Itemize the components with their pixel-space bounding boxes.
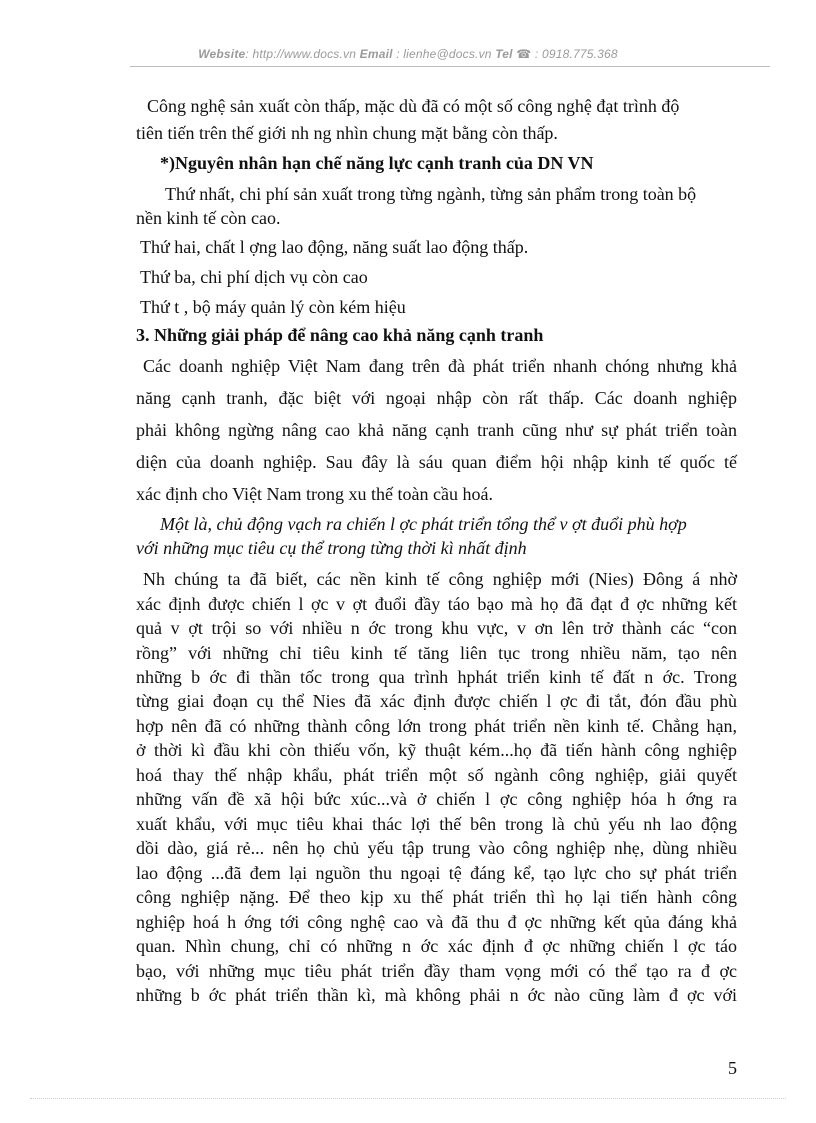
italic-point-line: với những mục tiêu cụ thể trong từng thời kì nhất định — [136, 538, 527, 558]
body-line: diện của doanh nghiệp. Sau đây là sáu quan điểm hội nhập kinh tế quốc tế — [136, 452, 737, 472]
body-line: xác định cho Việt Nam trong xu thế toàn cầu hoá. — [136, 484, 493, 504]
body-line: từng giai đoạn cụ thể Nies đã xác định được chiến l ợc đi tắt, đón đầu phù — [136, 691, 737, 711]
body-line: Các doanh nghiệp Việt Nam đang trên đà phát triển nhanh chóng nhưng khả — [143, 356, 737, 376]
section-heading: 3. Những giải pháp để nâng cao khả năng cạnh tranh — [136, 325, 544, 345]
email-value: : lienhe@docs.vn — [392, 47, 496, 61]
body-line: những b ớc đi thần tốc trong qua trình hphát triển kinh tế đất n ớc. Trong — [136, 667, 737, 687]
website-value: : http://www.docs.vn — [245, 47, 360, 61]
body-line: Công nghệ sản xuất còn thấp, mặc dù đã có một số công nghệ đạt trình độ — [147, 96, 680, 116]
website-label: Website — [198, 47, 246, 61]
italic-point-line: Một là, chủ động vạch ra chiến l ợc phát triển tổng thể v ợt đuổi phù hợp — [160, 514, 687, 534]
email-label: Email — [359, 47, 393, 61]
body-line: xuất khẩu, với mục tiêu khai thác lợi thế bên trong là chủ yếu nh lao động — [136, 814, 737, 834]
body-line: hoá thay thế nhập khẩu, phát triển một số ngành công nghiệp, giải quyết — [136, 765, 737, 785]
body-line: rồng” với những chỉ tiêu kinh tế tăng liên tục trong nhiều năm, tạo nên — [136, 643, 737, 663]
body-line: bạo, với những mục tiêu phát triển đầy tham vọng mới có thể tạo ra đ ợc — [136, 961, 737, 981]
body-line: công nghiệp nặng. Để theo kịp xu thế phát triển thì họ lại tiến hành công — [136, 887, 737, 907]
body-line: hợp nên đã có những thành công lớn trong phát triển nền kinh tế. Chẳng hạn, — [136, 716, 737, 736]
body-line: Thứ t , bộ máy quản lý còn kém hiệu — [140, 297, 406, 317]
body-line: xác định được chiến l ợc v ợt đuổi đầy táo bạo mà họ đã đạt đ ợc những kết — [136, 594, 737, 614]
body-line: Thứ nhất, chi phí sản xuất trong từng ngành, từng sản phẩm trong toàn bộ — [165, 184, 697, 204]
page-number: 5 — [728, 1058, 737, 1078]
subheading-causes: *)Nguyên nhân hạn chế năng lực cạnh tranh của DN VN — [160, 153, 594, 173]
body-line: lao động ...đã đem lại nguồn thu ngoại tệ đáng kể, tạo lực cho sự phát triển — [136, 863, 737, 883]
body-line: những b ớc phát triển thần kì, mà không phải n ớc nào cũng làm đ ợc với — [136, 985, 737, 1005]
body-line: nghiệp hoá h ớng tới công nghệ cao và đã thu đ ợc những kết qủa đáng khả — [136, 912, 737, 932]
body-line: ở thời kì đầu khi còn thiếu vốn, kỹ thuật kém...họ đã tiến hành công nghiệp — [136, 740, 737, 760]
body-line: tiên tiến trên thế giới nh ng nhìn chung mặt bằng còn thấp. — [136, 123, 558, 143]
body-line: quả v ợt trội so với nhiều n ớc trong khu vực, v ơn lên trở thành các “con — [136, 618, 737, 638]
header-divider — [130, 66, 770, 67]
tel-label: Tel ☎ — [495, 47, 532, 61]
body-line: Nh chúng ta đã biết, các nền kinh tế công nghiệp mới (Nies) Đông á nhờ — [143, 569, 737, 589]
body-line: dồi dào, giá rẻ... nên họ chủ yếu tập trung vào công nghiệp nhẹ, dùng nhiều — [136, 838, 737, 858]
body-line: năng cạnh tranh, đặc biệt với ngoại nhập còn rất thấp. Các doanh nghiệp — [136, 388, 737, 408]
body-line: những vấn đề xã hội bức xúc...và ở chiến l ợc công nghiệp hóa h ớng ra — [136, 789, 737, 809]
footer-divider — [30, 1098, 786, 1099]
body-line: Thứ ba, chi phí dịch vụ còn cao — [140, 267, 368, 287]
body-line: nền kinh tế còn cao. — [136, 208, 281, 228]
tel-value: : 0918.775.368 — [531, 47, 618, 61]
page-header — [0, 47, 816, 61]
body-line: quan. Nhìn chung, chỉ có những n ớc xác định đ ợc những chiến l ợc táo — [136, 936, 737, 956]
body-line: phải không ngừng nâng cao khả năng cạnh tranh cũng như sự phát triển toàn — [136, 420, 737, 440]
body-line: Thứ hai, chất l ợng lao động, năng suất lao động thấp. — [140, 237, 529, 257]
